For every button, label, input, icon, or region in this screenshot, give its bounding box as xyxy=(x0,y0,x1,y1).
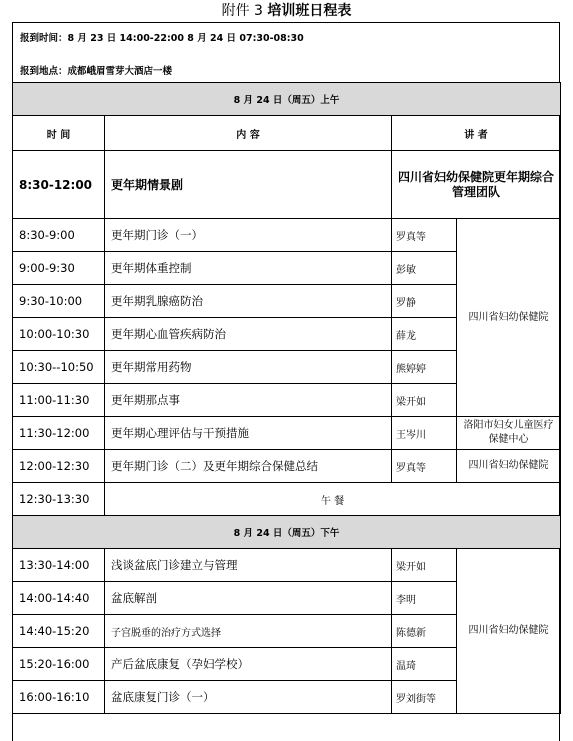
table-row xyxy=(13,450,561,483)
org-cell: 洛阳市妇女儿童医疗保健中心 xyxy=(457,417,561,450)
speaker-cell: 梁开如 xyxy=(392,384,457,417)
time-cell: 14:00-14:40 xyxy=(13,582,105,615)
content-cell: 更年期门诊（二）及更年期综合保健总结 xyxy=(105,450,392,483)
column-header-row xyxy=(13,116,561,151)
afternoon-section-row xyxy=(13,516,561,549)
table-row xyxy=(13,219,561,252)
content-cell: 更年期那点事 xyxy=(105,384,392,417)
org-cell: 四川省妇幼保健院 xyxy=(457,549,561,714)
content-cell: 更年期情景剧 xyxy=(105,151,392,219)
content-cell: 盆底康复门诊（一） xyxy=(105,681,392,714)
col-time-header: 时 间 xyxy=(13,116,105,151)
content-cell: 产后盆底康复（孕妇学校） xyxy=(105,648,392,681)
checkin-place: 报到地点：成都峨眉雪芽大酒店一楼 xyxy=(20,66,173,77)
time-cell: 9:00-9:30 xyxy=(13,252,105,285)
speaker-cell: 彭敏 xyxy=(392,252,457,285)
col-speaker-header: 讲 者 xyxy=(392,116,561,151)
speaker-cell: 李明 xyxy=(392,582,457,615)
col-content-header: 内 容 xyxy=(105,116,392,151)
title-prefix: 附件 3 xyxy=(221,3,263,19)
speaker-cell: 温琦 xyxy=(392,648,457,681)
table-row xyxy=(13,417,561,450)
org-cell: 四川省妇幼保健院 xyxy=(457,450,561,483)
speaker-cell: 薛龙 xyxy=(392,318,457,351)
speaker-cell: 罗真等 xyxy=(392,450,457,483)
speaker-cell: 罗刘街等 xyxy=(392,681,457,714)
lunch-cell: 午 餐 xyxy=(105,483,561,516)
time-cell: 11:00-11:30 xyxy=(13,384,105,417)
lunch-row xyxy=(13,483,561,516)
time-cell: 12:00-12:30 xyxy=(13,450,105,483)
afternoon-section-title: 8 月 24 日（周五）下午 xyxy=(13,516,561,549)
speaker-cell: 熊婷婷 xyxy=(392,351,457,384)
content-cell: 更年期心理评估与干预措施 xyxy=(105,417,392,450)
time-cell: 14:40-15:20 xyxy=(13,615,105,648)
morning-section-row xyxy=(13,83,561,116)
time-cell: 12:30-13:30 xyxy=(13,483,105,516)
content-cell: 更年期门诊（一） xyxy=(105,219,392,252)
time-cell: 11:30-12:00 xyxy=(13,417,105,450)
content-cell: 更年期体重控制 xyxy=(105,252,392,285)
table-row xyxy=(13,151,561,219)
speaker-cell: 罗真等 xyxy=(392,219,457,252)
content-cell: 更年期乳腺癌防治 xyxy=(105,285,392,318)
time-cell: 13:30-14:00 xyxy=(13,549,105,582)
time-cell: 10:00-10:30 xyxy=(13,318,105,351)
speaker-cell: 梁开如 xyxy=(392,549,457,582)
table-row xyxy=(13,549,561,582)
content-cell: 浅谈盆底门诊建立与管理 xyxy=(105,549,392,582)
content-cell: 更年期心血管疾病防治 xyxy=(105,318,392,351)
time-cell: 8:30-9:00 xyxy=(13,219,105,252)
schedule-table xyxy=(12,82,561,714)
time-cell: 9:30-10:00 xyxy=(13,285,105,318)
time-cell: 8:30-12:00 xyxy=(13,151,105,219)
page-title xyxy=(0,3,573,19)
time-cell: 16:00-16:10 xyxy=(13,681,105,714)
time-cell: 15:20-16:00 xyxy=(13,648,105,681)
speaker-cell: 王岑川 xyxy=(392,417,457,450)
speaker-cell: 罗静 xyxy=(392,285,457,318)
time-cell: 10:30--10:50 xyxy=(13,351,105,384)
org-cell: 四川省妇幼保健院 xyxy=(457,219,561,417)
morning-section-title: 8 月 24 日（周五）上午 xyxy=(13,83,561,116)
checkin-time: 报到时间：8 月 23 日 14:00-22:00 8 月 24 日 07:30-08:30 xyxy=(20,33,304,44)
org-cell: 四川省妇幼保健院更年期综合管理团队 xyxy=(392,151,561,219)
content-cell: 盆底解剖 xyxy=(105,582,392,615)
content-cell: 子宫脱垂的治疗方式选择 xyxy=(105,615,392,648)
speaker-cell: 陈德新 xyxy=(392,615,457,648)
title-main: 培训班日程表 xyxy=(267,3,352,19)
content-cell: 更年期常用药物 xyxy=(105,351,392,384)
